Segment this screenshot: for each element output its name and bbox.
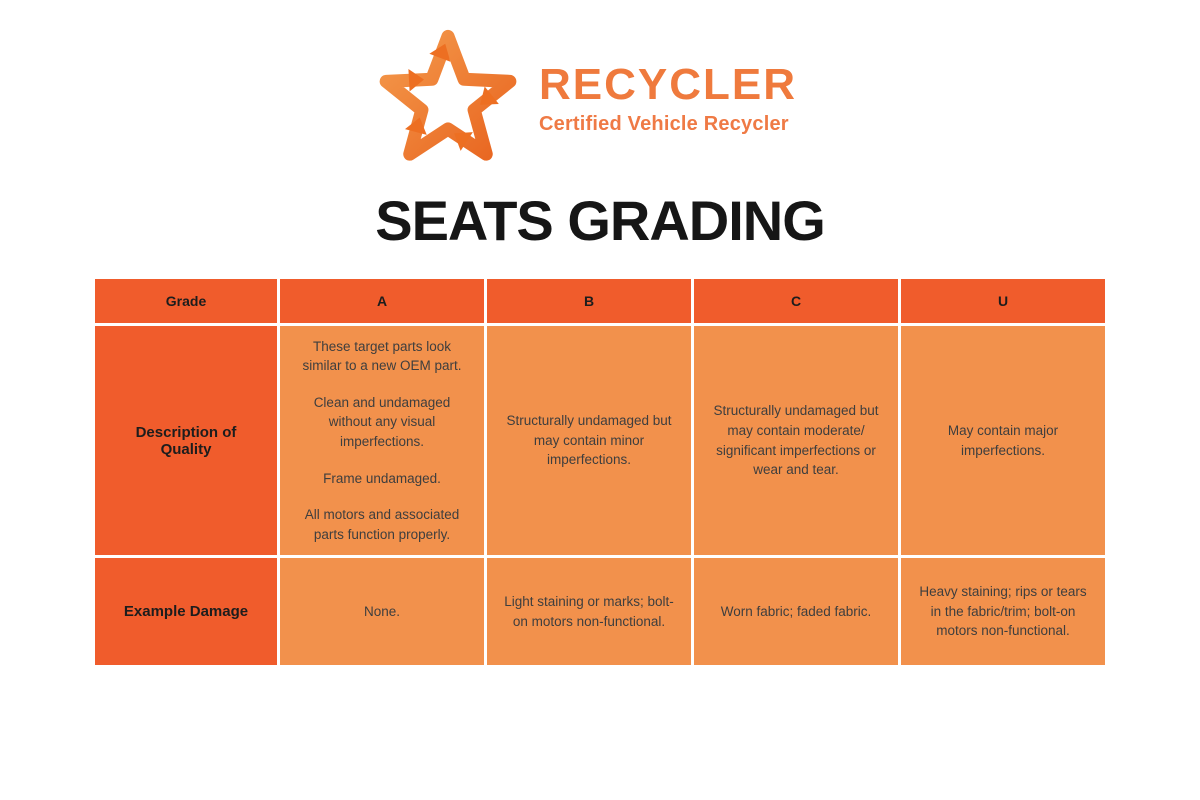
row-label-example-damage: Example Damage xyxy=(95,558,277,665)
row-label-description-of-quality: Description of Quality xyxy=(95,326,277,555)
column-header-u: U xyxy=(901,279,1105,323)
recycling-arrows-star-icon xyxy=(363,24,533,174)
description-u-paragraph: May contain major imperfections. xyxy=(947,422,1059,458)
cell-example-grade-a xyxy=(280,558,484,665)
column-header-b: B xyxy=(487,279,691,323)
cell-description-grade-c xyxy=(694,326,898,555)
description-a-paragraph: Frame undamaged. xyxy=(323,470,441,486)
description-a-paragraph: All motors and associated parts function properly. xyxy=(304,507,460,542)
description-a-paragraph: These target parts look similar to a new OEM part. xyxy=(302,338,462,374)
cell-example-grade-c xyxy=(694,558,898,665)
grading-table xyxy=(95,279,1105,665)
description-b-paragraph: Structurally undamaged but may contain minor imperfections. xyxy=(506,413,672,468)
cell-example-grade-b xyxy=(487,558,691,665)
example-u-text: Heavy staining; rips or tears in the fabric/trim; bolt-on motors non-functional. xyxy=(919,584,1087,639)
column-header-c: C xyxy=(694,279,898,323)
logo-text xyxy=(539,62,797,135)
column-header-grade: Grade xyxy=(95,279,277,323)
cell-example-grade-u xyxy=(901,558,1105,665)
column-header-a: A xyxy=(280,279,484,323)
logo xyxy=(0,0,1200,174)
example-c-text: Worn fabric; faded fabric. xyxy=(720,603,872,619)
cell-description-grade-b xyxy=(487,326,691,555)
description-c-paragraph: Structurally undamaged but may contain moderate/ significant imperfections or wear and tear. xyxy=(713,403,879,478)
brand-tagline: Certified Vehicle Recycler xyxy=(538,112,789,135)
example-b-text: Light staining or marks; bolt-on motors non-functional. xyxy=(504,593,674,629)
example-a-text: None. xyxy=(363,603,401,619)
description-a-paragraph: Clean and undamaged without any visual imperfections. xyxy=(313,394,451,449)
cell-description-grade-a xyxy=(280,326,484,555)
cell-description-grade-u xyxy=(901,326,1105,555)
page-title: SEATS GRADING xyxy=(375,189,825,252)
brand-name: RECYCLER xyxy=(538,60,798,110)
